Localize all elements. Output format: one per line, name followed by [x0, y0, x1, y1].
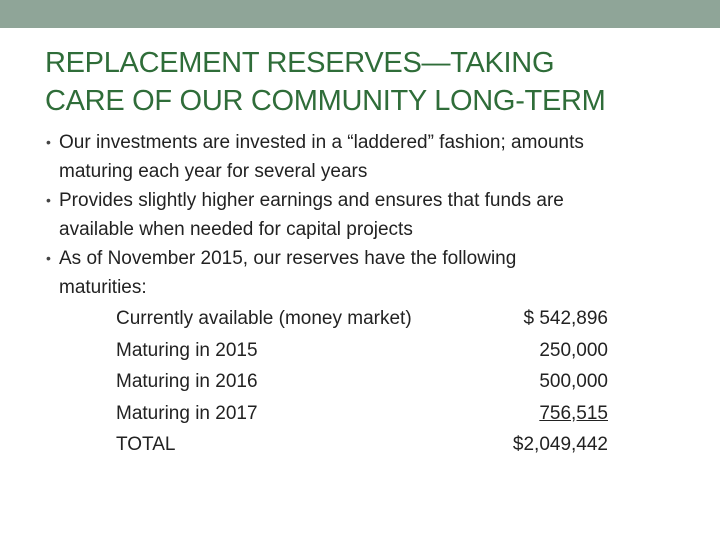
maturities-table: [116, 303, 616, 461]
bullet-item-laddered: [46, 128, 686, 186]
bullet-dot-icon: •: [46, 250, 51, 266]
maturity-row: [116, 366, 616, 398]
bullet-text-line: maturities:: [59, 277, 147, 298]
maturity-total-row: [116, 429, 616, 461]
bullet-text-line: available when needed for capital projects: [59, 219, 413, 240]
bullet-text-line: Our investments are invested in a “laddered” fashion; amounts: [59, 132, 584, 153]
bullet-list: [46, 128, 686, 302]
maturity-label: Maturing in 2016: [116, 371, 258, 392]
maturity-label: Currently available (money market): [116, 308, 412, 329]
maturity-total-amount: $2,049,442: [512, 434, 608, 455]
maturity-row: [116, 303, 616, 335]
maturity-row: [116, 335, 616, 367]
bullet-item-maturities: [46, 244, 686, 302]
top-accent-bar: [0, 0, 720, 28]
bullet-text-line: As of November 2015, our reserves have the following: [59, 248, 517, 269]
bullet-text-line: maturing each year for several years: [59, 161, 368, 182]
maturity-label: Maturing in 2017: [116, 402, 258, 424]
maturity-row: [116, 398, 616, 430]
maturity-amount: 250,000: [539, 339, 608, 361]
maturity-amount: 500,000: [539, 371, 608, 392]
maturity-label: Maturing in 2015: [116, 339, 258, 361]
bullet-dot-icon: •: [46, 134, 51, 150]
bullet-item-earnings: [46, 186, 686, 244]
bullet-text-line: Provides slightly higher earnings and ensures that funds are: [59, 190, 564, 211]
maturity-amount: $ 542,896: [523, 308, 608, 329]
slide-title-line-2: CARE OF OUR COMMUNITY LONG-TERM: [45, 85, 606, 117]
maturity-amount: 756,515: [539, 402, 608, 424]
maturity-total-label: TOTAL: [116, 434, 176, 455]
slide-title-line-1: REPLACEMENT RESERVES—TAKING: [45, 47, 555, 79]
bullet-dot-icon: •: [46, 192, 51, 208]
slide-title: [45, 44, 685, 120]
